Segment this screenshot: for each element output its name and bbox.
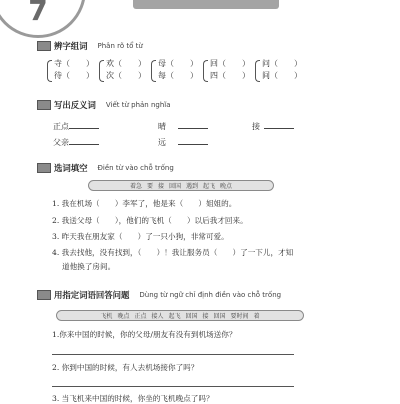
char-blank[interactable]: 每（ ）	[158, 71, 198, 80]
antonym-answer-line[interactable]	[178, 120, 208, 129]
char-blank[interactable]: 间（ ）	[262, 71, 302, 80]
char-blank[interactable]: 回（ ）	[210, 59, 250, 68]
char-pair-group	[151, 59, 198, 82]
char-blank[interactable]: 待（ ）	[54, 71, 94, 80]
section-book-icon	[37, 41, 51, 51]
section-header-fill-blanks	[37, 161, 174, 175]
word-bank-item: 飞机	[100, 313, 113, 320]
word-bank	[88, 180, 274, 191]
section-title-vi: Dùng từ ngữ chỉ định điền vào chỗ trống	[139, 291, 282, 299]
fill-sentence[interactable]: 4. 我去找他，没有找到，（ ）！我让服务员（ ）了一下儿，才知	[52, 248, 294, 257]
char-blank[interactable]: 次（ ）	[106, 71, 146, 80]
word-bank-item: 晚点	[117, 313, 130, 320]
section-book-icon	[37, 100, 51, 110]
word-bank-item: 回国	[168, 183, 181, 190]
word-bank-item: 起飞	[203, 183, 216, 190]
word-bank-item: 遇到	[186, 183, 199, 190]
section-title-cn: 用指定词语回答问题	[54, 290, 130, 300]
answer-line[interactable]	[52, 386, 294, 387]
antonym-word: 远	[158, 138, 166, 147]
antonym-answer-line[interactable]	[264, 120, 294, 129]
section-header-antonyms	[37, 98, 171, 112]
lesson-title-bar	[133, 0, 279, 9]
antonym-word: 正点	[53, 122, 69, 131]
char-pair-group	[255, 59, 302, 82]
word-bank-item: 着急	[129, 183, 142, 190]
word-bank-item: 接	[202, 313, 209, 320]
section-title-vi: Phân rõ tổ từ	[97, 42, 143, 50]
antonym-row	[53, 120, 99, 132]
char-blank[interactable]: 母（ ）	[158, 59, 198, 68]
fill-sentence[interactable]: 1. 我在机场（ ）李军了，他是来（ ）姐姐的。	[52, 199, 237, 208]
word-bank-item: 回国	[185, 313, 198, 320]
word-bank-item: 接人	[151, 313, 164, 320]
antonym-answer-line[interactable]	[69, 120, 99, 129]
section-title-cn: 写出反义词	[54, 100, 96, 110]
section-book-icon	[37, 163, 51, 173]
question: 3. 当飞机来中国的时候，你坐的飞机晚点了吗？	[52, 394, 214, 403]
section-title-cn: 选词填空	[54, 163, 88, 173]
antonym-item	[252, 120, 294, 132]
brace-icon	[151, 60, 156, 82]
section-title-vi: Viết từ phản nghĩa	[105, 101, 171, 109]
word-bank-item: 要	[146, 183, 153, 190]
question: 2. 你到中国的时候，有人去机场接你了吗？	[52, 363, 199, 372]
fill-sentence-continued: 道他换了房间。	[52, 262, 116, 271]
brace-icon	[255, 60, 260, 82]
word-bank-item: 起飞	[168, 313, 181, 320]
brace-icon	[99, 60, 104, 82]
char-blank[interactable]: 寺（ ）	[54, 59, 94, 68]
lesson-number-badge	[0, 0, 86, 38]
lesson-number: 7	[28, 0, 48, 27]
question: 1.你来中国的时候，你的父母/朋友有没有到机场送你？	[52, 330, 237, 339]
antonym-row	[53, 136, 99, 148]
char-blank[interactable]: 问（ ）	[262, 59, 302, 68]
word-bank-item: 接	[157, 183, 164, 190]
fill-sentence[interactable]: 3. 昨天我在朋友家（ ）了一只小狗，非常可爱。	[52, 232, 229, 241]
section-title-vi: Điền từ vào chỗ trống	[97, 164, 174, 172]
char-blank[interactable]: 四（ ）	[210, 71, 250, 80]
fill-sentence[interactable]: 2. 我送父母（ ），他们的飞机（ ）以后我才回来。	[52, 216, 248, 225]
section-book-icon	[37, 290, 51, 300]
brace-icon	[47, 60, 52, 82]
brace-icon	[203, 60, 208, 82]
char-pair-group	[203, 59, 250, 82]
antonym-answer-line[interactable]	[178, 136, 208, 145]
char-pair-group	[99, 59, 146, 82]
antonym-word: 父亲	[53, 138, 69, 147]
antonym-word: 晴	[158, 122, 166, 131]
word-bank-item: 正点	[134, 313, 147, 320]
antonym-word: 接	[252, 122, 260, 131]
word-bank	[56, 310, 304, 321]
char-pair-group	[47, 59, 94, 82]
section-title-cn: 辨字组词	[54, 41, 88, 51]
answer-line[interactable]	[52, 354, 294, 355]
char-pair-groups	[47, 59, 302, 82]
word-bank-item: 回国	[213, 313, 226, 320]
antonym-answer-line[interactable]	[69, 136, 99, 145]
antonym-item	[158, 136, 208, 148]
section-header-answer-questions	[37, 288, 281, 302]
section-header-distinguish-chars	[37, 39, 143, 53]
antonym-item	[158, 120, 208, 132]
word-bank-item: 要时间	[230, 313, 249, 320]
char-blank[interactable]: 欢（ ）	[106, 59, 146, 68]
word-bank-item: 晚点	[220, 183, 233, 190]
word-bank-item: 着	[253, 313, 260, 320]
